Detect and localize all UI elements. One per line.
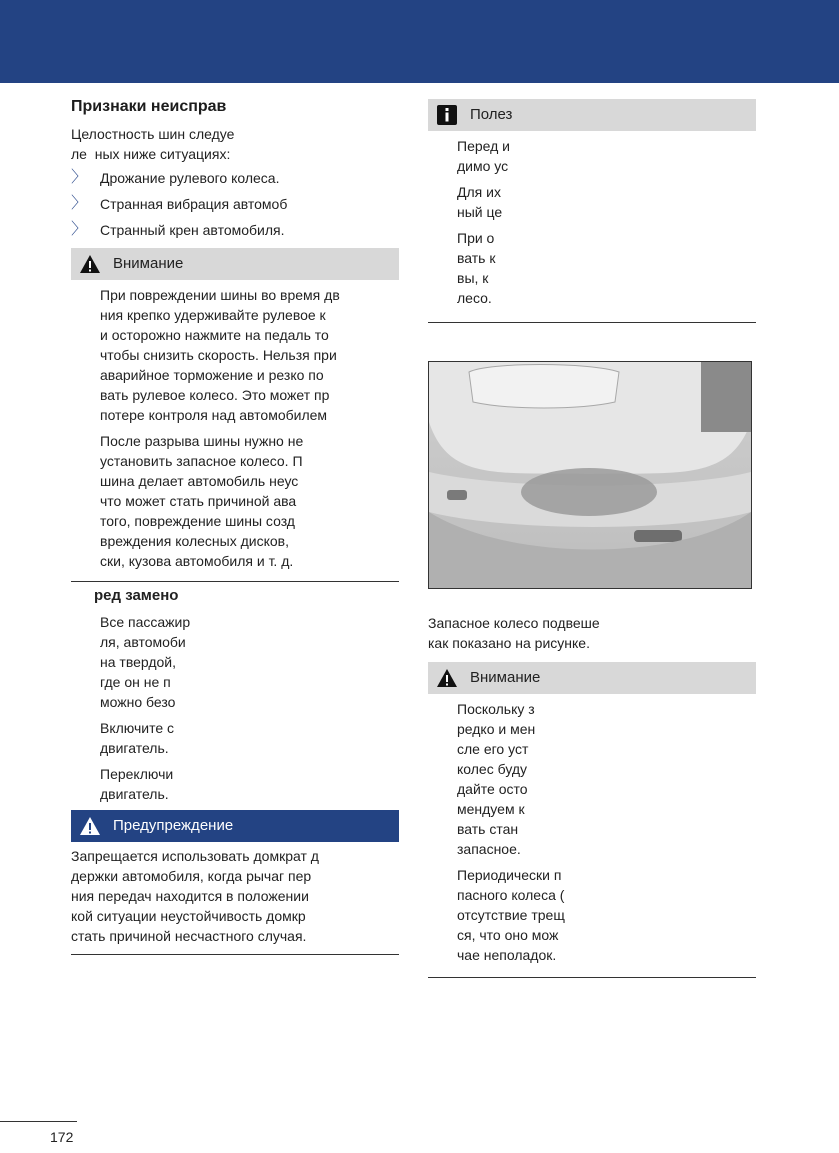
list-item: 〉 Дрожание рулевого колеса. (71, 169, 280, 186)
warning-triangle-icon (436, 667, 458, 689)
subsection-title: ред замено (94, 587, 179, 604)
caution-label: Внимание (470, 669, 541, 686)
steps-list (71, 612, 399, 804)
info-label: Полез (470, 106, 513, 123)
info-paragraph: Для их ный це (457, 184, 503, 220)
caution-paragraph: После разрыва шины нужно не установить запасное колесо. П шина делает автомобиль неус что может стать причиной ава того, повреждение шины созд вреждения колесных дисков, ски, кузова автомобиля и т. д. (100, 433, 304, 569)
header-band (0, 0, 839, 83)
list-item: Включите с двигатель. (100, 720, 175, 756)
warning-triangle-icon (79, 253, 101, 275)
caution-paragraph: При повреждении шины во время дв ния крепко удерживайте рулевое к и осторожно нажмите на педаль то чтобы снизить скорость. Нельзя при аварийное торможение и резко по вать рулевое колесо. Это может пр потере контроля над автомобилем (100, 287, 340, 423)
divider (71, 581, 399, 582)
divider (428, 322, 756, 323)
divider (71, 954, 399, 955)
warning-triangle-icon (79, 815, 101, 837)
caution-label: Внимание (113, 255, 184, 272)
intro-line: Целостность шин следуе (71, 126, 235, 142)
right-column (428, 99, 756, 978)
caution-body (71, 280, 399, 581)
info-icon (436, 104, 458, 126)
page-number: 172 (50, 1129, 74, 1145)
section-title: Признаки неисправ (71, 98, 227, 115)
divider (428, 977, 756, 978)
info-paragraph: Перед и димо ус (457, 138, 510, 174)
warning-label: Предупреждение (113, 817, 234, 834)
photo-caption: Запасное колесо подвеше как показано на рисунке. (428, 615, 600, 651)
caution-paragraph: Поскольку з редко и мен сле его уст колес буду дайте осто мендуем к вать стан запасное. (457, 701, 536, 857)
info-header (428, 99, 756, 131)
list-item: Все пассажир ля, автомоби на твердой, где он не п можно безо (100, 614, 191, 710)
info-body (428, 131, 756, 322)
spare-wheel-photo (428, 361, 752, 589)
list-item: Переключи двигатель. (100, 766, 174, 802)
list-item: 〉 Странная вибрация автомоб (71, 195, 288, 212)
symptom-list (71, 168, 399, 240)
caution-paragraph: Периодически п пасного колеса ( отсутствие трещ ся, что оно мож чае неполадок. (457, 867, 565, 963)
footer-rule (0, 1121, 77, 1122)
intro-line: ле ных ниже ситуациях: (71, 146, 231, 162)
chevron-right-icon: 〉 (71, 195, 88, 212)
left-column (71, 96, 399, 955)
caution-header (428, 662, 756, 694)
chevron-right-icon: 〉 (71, 221, 88, 238)
list-item: 〉 Странный крен автомобиля. (71, 221, 285, 238)
warning-header (71, 810, 399, 842)
info-paragraph: При о вать к вы, к лесо. (457, 230, 496, 306)
caution-header (71, 248, 399, 280)
chevron-right-icon: 〉 (71, 169, 88, 186)
caution-body (428, 694, 756, 977)
warning-text: Запрещается использовать домкрат д держки автомобиля, когда рычаг пер ния передач находится в положении кой ситуации неустойчивость домкр стать причиной несчастного случая. (71, 848, 319, 944)
